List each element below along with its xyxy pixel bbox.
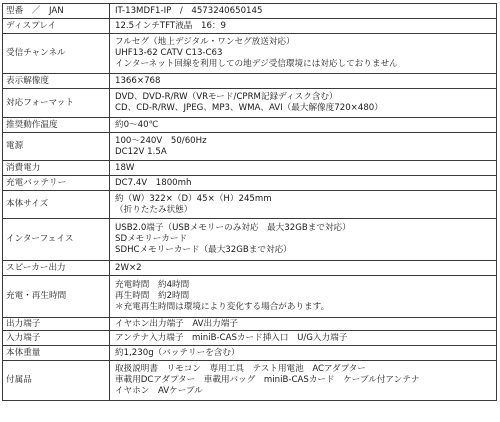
spec-row xyxy=(3,276,497,318)
spec-row xyxy=(3,4,497,19)
spec-value-line: 2W×2 xyxy=(115,263,142,273)
spec-label: 表示解像度 xyxy=(3,74,110,89)
spec-value xyxy=(110,4,497,19)
spec-value-line: 18W xyxy=(115,163,135,173)
spec-row xyxy=(3,261,497,276)
spec-value-line: 100〜240V 50/60Hz xyxy=(115,135,207,146)
spec-label: 型番 ／ JAN xyxy=(3,4,110,19)
spec-value xyxy=(110,219,497,261)
spec-row xyxy=(3,118,497,133)
spec-label: 出力端子 xyxy=(3,318,110,331)
spec-value xyxy=(110,361,497,401)
spec-value-line: DC7.4V 1800mh xyxy=(115,178,192,188)
spec-value-line: 再生時間 約2時間 xyxy=(115,291,190,301)
spec-row xyxy=(3,74,497,89)
spec-label: 充電バッテリー xyxy=(3,176,110,191)
spec-label: 消費電力 xyxy=(3,161,110,176)
spec-table xyxy=(2,3,497,401)
spec-value-line: USB2.0端子（USBメモリーのみ対応 最大32GBまで対応） xyxy=(115,223,351,233)
spec-value-line: イヤホン出力端子 AV出力端子 xyxy=(115,319,238,329)
spec-value-line: アンテナ入力端子 miniB-CASカード挿入口 U/G入力端子 xyxy=(115,333,348,343)
spec-label: ディスプレイ xyxy=(3,19,110,34)
spec-row xyxy=(3,89,497,118)
spec-value-line: UHF13-62 CATV C13-C63 xyxy=(115,48,223,58)
spec-value-line: 車載用DCアダプター 車載用バッグ miniB-CASカード ケーブル付アンテナ xyxy=(115,375,420,385)
spec-value-line: DVD、DVD-R/RW（VRモード/CPRM記録ディスク含む） xyxy=(115,92,338,102)
spec-value xyxy=(110,346,497,361)
spec-value-line: CD、CD-R/RW、JPEG、MP3、WMA、AVI（最大解像度720×480） xyxy=(115,103,383,113)
spec-value xyxy=(110,261,497,276)
spec-label: 付属品 xyxy=(3,361,110,401)
spec-label: 充電・再生時間 xyxy=(3,276,110,318)
spec-row xyxy=(3,331,497,346)
spec-label: 受信チャンネル xyxy=(3,34,110,74)
spec-value-line: DC12V 1.5A xyxy=(115,146,167,157)
spec-value xyxy=(110,331,497,346)
spec-value xyxy=(110,74,497,89)
spec-label: 本体サイズ xyxy=(3,191,110,219)
spec-value-line: 約0〜40℃ xyxy=(115,120,159,130)
spec-label: 電源 xyxy=(3,133,110,161)
spec-value xyxy=(110,191,497,219)
spec-value xyxy=(110,318,497,331)
spec-value-line: SDメモリーカード xyxy=(115,234,188,244)
spec-row xyxy=(3,34,497,74)
spec-row xyxy=(3,318,497,331)
spec-value-line: 1366×768 xyxy=(115,76,161,86)
spec-value xyxy=(110,34,497,74)
spec-value-line: インターネット回線を利用しての地デジ受信環境には対応しておりません xyxy=(115,59,398,69)
spec-value-line: フルセグ（地上デジタル・ワンセグ放送対応） xyxy=(115,37,295,47)
spec-value xyxy=(110,133,497,161)
spec-row xyxy=(3,176,497,191)
spec-value-line: （折りたたみ状態） xyxy=(115,204,193,215)
spec-value xyxy=(110,276,497,318)
spec-table-body xyxy=(3,4,497,401)
spec-value-line: ＊充電再生時間は環境により変化する場合があります。 xyxy=(115,302,330,312)
spec-value-line: 約1,230g（バッテリーを含む） xyxy=(115,348,240,358)
spec-row xyxy=(3,361,497,401)
spec-row xyxy=(3,219,497,261)
spec-value xyxy=(110,89,497,118)
spec-value-line: IT-13MDF1-IP / 4573240650145 xyxy=(115,6,263,16)
spec-value-line: 充電時間 約4時間 xyxy=(115,280,190,290)
spec-value-line: イヤホン AVケーブル xyxy=(115,386,203,396)
spec-row xyxy=(3,161,497,176)
spec-value xyxy=(110,118,497,133)
spec-value-line: SDHCメモリーカード（最大32GBまで対応） xyxy=(115,245,292,255)
spec-value xyxy=(110,176,497,191)
spec-value xyxy=(110,19,497,34)
spec-label: スピーカー出力 xyxy=(3,261,110,276)
spec-row xyxy=(3,19,497,34)
spec-label: 推奨動作温度 xyxy=(3,118,110,133)
spec-label: 入力端子 xyxy=(3,331,110,346)
spec-value xyxy=(110,161,497,176)
spec-row xyxy=(3,191,497,219)
spec-label: 本体重量 xyxy=(3,346,110,361)
spec-value-line: 取扱説明書 リモコン 専用工具 テスト用電池 ACアダプター xyxy=(115,364,366,374)
spec-row xyxy=(3,133,497,161)
spec-label: 対応フォーマット xyxy=(3,89,110,118)
spec-label: インターフェイス xyxy=(3,219,110,261)
spec-value-line: 約（W）322×（D）45×（H）245mm xyxy=(115,193,272,204)
spec-value-line: 12.5インチTFT液晶 16：9 xyxy=(115,21,226,31)
spec-row xyxy=(3,346,497,361)
